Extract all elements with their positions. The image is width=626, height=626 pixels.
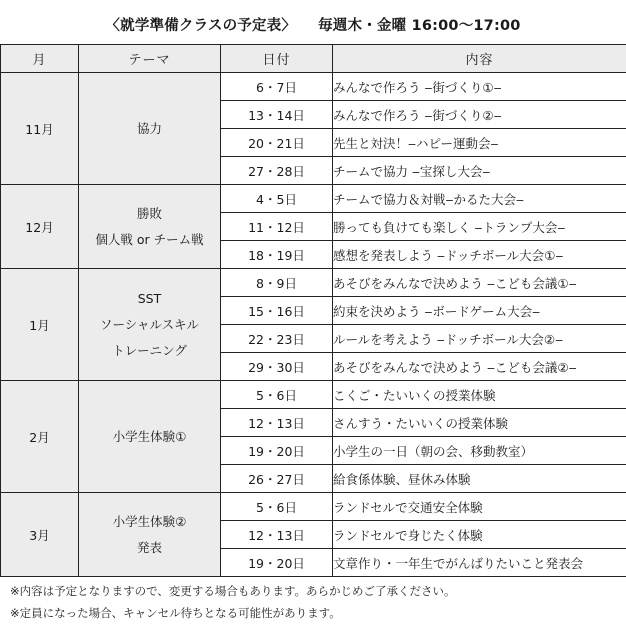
theme-cell: [79, 381, 221, 493]
note-2: ※定員になった場合、キャンセル待ちとなる可能性があります。: [10, 606, 341, 620]
theme-cell: [79, 493, 221, 577]
date-cell: 19・20日: [221, 549, 333, 577]
content-cell: ランドセルで身じたく体験: [333, 521, 626, 549]
date-cell: 26・27日: [221, 465, 333, 493]
schedule-body: [1, 73, 626, 577]
theme-line: 発表: [136, 539, 162, 555]
month-cell: 3月: [1, 493, 79, 577]
content-cell: 約束を決めよう ‒ボードゲーム大会‒: [333, 297, 626, 325]
header-date: 日付: [221, 45, 333, 73]
date-cell: 6・7日: [221, 73, 333, 101]
header-theme: テーマ: [79, 45, 221, 73]
content-cell: こくご・たいいくの授業体験: [333, 381, 626, 409]
content-cell: あそびをみんなで決めよう ‒こども会議②‒: [333, 353, 626, 381]
theme-line: 小学生体験②: [112, 513, 187, 529]
table-row: [1, 185, 626, 213]
content-cell: みんなで作ろう ‒街づくり①‒: [333, 73, 626, 101]
month-cell: 11月: [1, 73, 79, 185]
content-cell: さんすう・たいいくの授業体験: [333, 409, 626, 437]
date-cell: 5・6日: [221, 493, 333, 521]
date-cell: 11・12日: [221, 213, 333, 241]
theme-line: SST: [137, 290, 162, 306]
schedule-table: [0, 44, 626, 577]
date-cell: 22・23日: [221, 325, 333, 353]
content-cell: チームで協力 ‒宝探し大会‒: [333, 157, 626, 185]
table-row: [1, 269, 626, 297]
content-cell: ランドセルで交通安全体験: [333, 493, 626, 521]
theme-line: 小学生体験①: [112, 428, 187, 444]
date-cell: 13・14日: [221, 101, 333, 129]
date-cell: 27・28日: [221, 157, 333, 185]
header-row: [1, 45, 626, 73]
table-row: [1, 493, 626, 521]
table-row: [1, 381, 626, 409]
content-cell: あそびをみんなで決めよう ‒こども会議①‒: [333, 269, 626, 297]
content-cell: 先生と対決！‒ハピー運動会‒: [333, 129, 626, 157]
schedule-time: 毎週木・金曜 16:00〜17:00: [318, 18, 521, 34]
title-main: 〈就学準備クラスの予定表〉: [105, 18, 297, 34]
content-cell: 文章作り・一年生でがんばりたいこと発表会: [333, 549, 626, 577]
theme-cell: [79, 185, 221, 269]
theme-line: 個人戦 or チーム戦: [95, 231, 204, 247]
theme-line: 勝敗: [136, 205, 162, 221]
month-cell: 2月: [1, 381, 79, 493]
theme-line: ソーシャルスキル: [99, 316, 199, 332]
content-cell: 勝っても負けても楽しく ‒トランプ大会‒: [333, 213, 626, 241]
header-month: 月: [1, 45, 79, 73]
content-cell: ルールを考えよう ‒ドッチボール大会②‒: [333, 325, 626, 353]
table-row: [1, 73, 626, 101]
date-cell: 29・30日: [221, 353, 333, 381]
date-cell: 18・19日: [221, 241, 333, 269]
content-cell: チームで協力＆対戦‒かるた大会‒: [333, 185, 626, 213]
content-cell: 小学生の一日（朝の会、移動教室）: [333, 437, 626, 465]
content-cell: 給食係体験、昼休み体験: [333, 465, 626, 493]
date-cell: 12・13日: [221, 409, 333, 437]
note-1: ※内容は予定となりますので、変更する場合もあります。あらかじめご了承ください。: [10, 584, 456, 598]
date-cell: 5・6日: [221, 381, 333, 409]
theme-cell: [79, 73, 221, 185]
date-cell: 8・9日: [221, 269, 333, 297]
theme-cell: [79, 269, 221, 381]
date-cell: 12・13日: [221, 521, 333, 549]
notes: [10, 580, 455, 624]
date-cell: 4・5日: [221, 185, 333, 213]
header-content: 内容: [333, 45, 626, 73]
month-cell: 1月: [1, 269, 79, 381]
page-title: [0, 14, 626, 35]
theme-line: 協力: [136, 120, 162, 136]
month-cell: 12月: [1, 185, 79, 269]
content-cell: 感想を発表しよう ‒ドッチボール大会①‒: [333, 241, 626, 269]
theme-line: トレーニング: [112, 342, 187, 358]
date-cell: 19・20日: [221, 437, 333, 465]
date-cell: 15・16日: [221, 297, 333, 325]
content-cell: みんなで作ろう ‒街づくり②‒: [333, 101, 626, 129]
date-cell: 20・21日: [221, 129, 333, 157]
